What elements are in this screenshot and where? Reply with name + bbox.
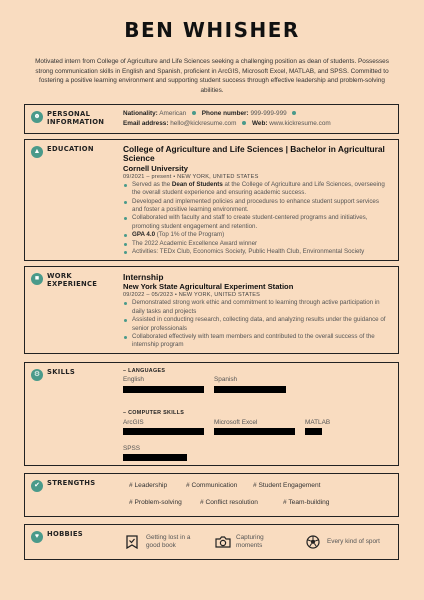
section-title: EDUCATION — [47, 145, 94, 153]
web-value[interactable]: www.kickresume.com — [269, 120, 331, 127]
list-item: Served as the Dean of Students at the College of Agriculture and Life Sciences, overseeing the overall student experience and ensuring academic success. — [123, 181, 390, 198]
hobby-text: Getting lost in a good book — [146, 534, 191, 549]
section-title: WORK EXPERIENCE — [47, 272, 98, 288]
section-title: PERSONAL INFORMATION — [47, 110, 105, 126]
work-meta: 09/2022 – 05/2023 • NEW YORK, UNITED STATES — [123, 292, 261, 299]
languages-heading: – LANGUAGES — [123, 368, 166, 374]
thumbs-up-icon: ✔ — [31, 480, 43, 492]
summary: Motivated intern from College of Agriculture and Life Sciences seeking a challenging position as dean of students. Possesses strong communication skills in English and Spanish, proficient in ArcGIS, Microsoft Excel, MATLAB, and SPSS. Committed to fostering a positive learning environment and supporting student success through effective leadership and problem-solving abilities. — [35, 58, 389, 94]
skill-name: MATLAB — [305, 419, 331, 426]
job-role: Internship — [123, 272, 164, 282]
user-icon: ☻ — [31, 111, 43, 123]
email-label: Email address: — [123, 120, 169, 127]
candidate-name: BEN WHISHER — [124, 18, 300, 42]
camera-icon — [215, 535, 229, 549]
employer-name: New York State Agricultural Experiment Station — [123, 282, 294, 292]
strength-tag: # Leadership — [129, 482, 168, 489]
list-item: Collaborated effectively with team members and contributed to the overall success of the internship program — [123, 333, 390, 350]
hobbies-section — [24, 524, 399, 560]
work-bullets — [123, 299, 390, 349]
list-item: Collaborated with faculty and staff to create student-centered programs and initiatives, promoting student engagement and retention. — [123, 214, 390, 231]
section-title: SKILLS — [47, 368, 76, 376]
nationality-value: American — [159, 110, 187, 117]
separator-dot — [242, 121, 246, 125]
hobby-text: Every kind of sport — [327, 538, 380, 545]
soccer-ball-icon — [306, 535, 320, 549]
nationality-label: Nationality: — [123, 110, 158, 117]
skill-name: Microsoft Excel — [214, 419, 258, 426]
list-item: Assisted in conducting research, collecting data, and analyzing results under the guidance of senior professionals — [123, 316, 390, 333]
skill-bar — [305, 428, 322, 435]
skill-name: ArcGIS — [123, 419, 144, 426]
school-name: Cornell University — [123, 163, 188, 173]
heart-icon: ♥ — [31, 531, 43, 543]
email-value[interactable]: hello@kickresume.com — [170, 120, 237, 127]
phone-label: Phone number: — [201, 110, 249, 117]
list-item: Demonstrated strong work ethic and commitment to learning through active participation in daily tasks and projects — [123, 299, 390, 316]
bookmark-icon — [125, 535, 139, 549]
degree-title: College of Agriculture and Life Sciences | Bachelor in Agricultural Science — [123, 144, 385, 164]
separator-dot — [292, 111, 296, 115]
phone-value[interactable]: 999-999-999 — [250, 110, 287, 117]
list-item: GPA 4.0 (Top 1% of the Program) — [123, 231, 390, 239]
education-section — [24, 139, 399, 261]
strength-tag: # Student Engagement — [253, 482, 321, 489]
strength-tag: # Team-building — [283, 499, 330, 506]
skill-bar — [214, 386, 286, 393]
computer-skills-heading: – COMPUTER SKILLS — [123, 410, 185, 416]
strength-tag: # Communication — [186, 482, 238, 489]
list-item: The 2022 Academic Excellence Award winner — [123, 240, 390, 248]
education-bullets — [123, 181, 390, 257]
education-meta: 09/2021 – present • NEW YORK, UNITED STATES — [123, 173, 259, 180]
list-item: Developed and implemented policies and procedures to enhance student support services and foster a positive learning environment. — [123, 198, 390, 215]
work-experience-section — [24, 266, 399, 354]
section-title: STRENGTHS — [47, 479, 96, 487]
skill-name: English — [123, 376, 144, 383]
strength-tag: # Conflict resolution — [200, 499, 258, 506]
skill-bar — [123, 454, 187, 461]
web-label: Web: — [251, 120, 268, 127]
section-title: HOBBIES — [47, 530, 83, 538]
hobby-text: Capturing moments — [236, 534, 264, 549]
skills-section — [24, 362, 399, 466]
skill-bar — [123, 386, 204, 393]
list-item: Activities: TEDx Club, Economics Society, Public Health Club, Environmental Society — [123, 248, 390, 256]
strengths-section — [24, 473, 399, 517]
skill-bar — [214, 428, 295, 435]
graduation-cap-icon: ▲ — [31, 146, 43, 158]
personal-info-section — [24, 104, 399, 134]
briefcase-icon: ■ — [31, 273, 43, 285]
skill-bar — [123, 428, 204, 435]
wrench-icon: ⚙ — [31, 369, 43, 381]
separator-dot — [192, 111, 196, 115]
strength-tag: # Problem-solving — [129, 499, 182, 506]
skill-name: SPSS — [123, 445, 141, 452]
skill-name: Spanish — [214, 376, 238, 383]
